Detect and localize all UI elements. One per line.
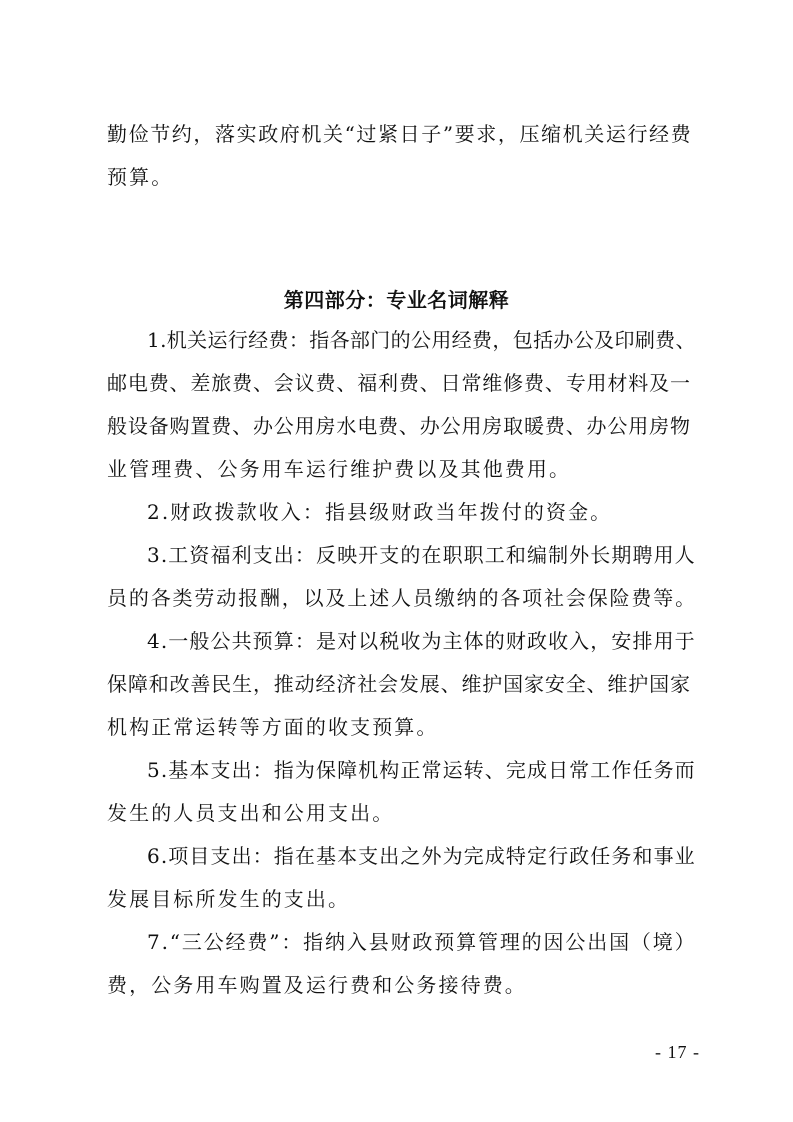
definition-7-line-1: 7.“三公经费”：指纳入县财政预算管理的因公出国（境）	[147, 930, 697, 954]
definition-4-line-1: 4.一般公共预算：是对以税收为主体的财政收入，安排用于	[147, 629, 696, 653]
definition-5-line-1: 5.基本支出：指为保障机构正常运转、完成日常工作任务而	[147, 758, 696, 782]
definition-4-line-2: 保障和改善民生，推动经济社会发展、维护国家安全、维护国家	[107, 672, 691, 696]
intro-line-1: 勤俭节约，落实政府机关“过紧日子”要求，压缩机关运行经费	[107, 122, 693, 146]
definition-3-line-2: 员的各类劳动报酬，以及上述人员缴纳的各项社会保险费等。	[107, 586, 697, 610]
definition-6-line-2: 发展目标所发生的支出。	[107, 887, 351, 911]
page-number: - 17 -	[655, 1042, 700, 1062]
definition-2-line-1: 2.财政拨款收入：指县级财政当年拨付的资金。	[147, 500, 613, 524]
section-heading: 第四部分：专业名词解释	[283, 288, 510, 312]
definition-7-line-2: 费，公务用车购置及运行费和公务接待费。	[107, 973, 527, 997]
definition-3-line-1: 3.工资福利支出：反映开支的在职职工和编制外长期聘用人	[147, 543, 696, 567]
definition-1-line-1: 1.机关运行经费：指各部门的公用经费，包括办公及印刷费、	[147, 328, 696, 352]
definition-1-line-4: 业管理费、公务用车运行维护费以及其他费用。	[107, 457, 572, 481]
definition-1-line-2: 邮电费、差旅费、会议费、福利费、日常维修费、专用材料及一	[107, 371, 691, 395]
intro-line-2: 预算。	[107, 165, 174, 189]
definition-4-line-3: 机构正常运转等方面的收支预算。	[107, 715, 439, 739]
definition-6-line-1: 6.项目支出：指在基本支出之外为完成特定行政任务和事业	[147, 844, 696, 868]
definition-1-line-3: 般设备购置费、办公用房水电费、办公用房取暖费、办公用房物	[107, 414, 691, 438]
definition-5-line-2: 发生的人员支出和公用支出。	[107, 801, 395, 825]
